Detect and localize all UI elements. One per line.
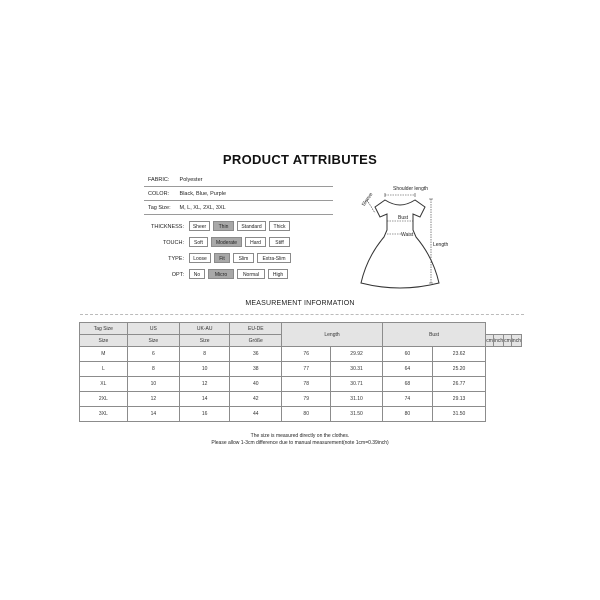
table-row	[80, 407, 522, 422]
chip-standard: Standard	[237, 221, 266, 231]
table-cell: 79	[282, 392, 331, 407]
chip-loose: Loose	[189, 253, 211, 263]
table-cell: L	[80, 362, 128, 377]
attr-value: M, L, XL, 2XL, 3XL	[179, 205, 226, 211]
table-header-row	[80, 323, 522, 335]
subheader-cell: cm	[504, 335, 512, 347]
table-body	[80, 347, 522, 422]
divider	[144, 200, 333, 201]
note-line-2: Please allow 1-3cm difference due to manual measurement(note 1cm=0.39inch)	[211, 440, 389, 446]
table-cell: 29.13	[432, 392, 485, 407]
table-cell: XL	[80, 377, 128, 392]
table-cell: 77	[282, 362, 331, 377]
table-cell: 42	[230, 392, 282, 407]
table-row	[80, 362, 522, 377]
attr-key: COLOR:	[148, 191, 170, 197]
chip-thin: Thin	[213, 221, 234, 231]
table-cell: 30.31	[331, 362, 383, 377]
chip-moderate: Moderate	[211, 237, 242, 247]
table-cell: 31.10	[331, 392, 383, 407]
chip-normal: Normal	[237, 269, 265, 279]
table-cell: 38	[230, 362, 282, 377]
table-cell: 68	[382, 377, 432, 392]
table-cell: 14	[127, 407, 179, 422]
touch-label: TOUCH:	[163, 240, 184, 246]
subheader-cell: inch	[493, 335, 503, 347]
table-cell: 26.77	[432, 377, 485, 392]
subheader-cell: Size	[179, 335, 229, 347]
table-cell: 40	[230, 377, 282, 392]
chip-stiff: Stiff	[269, 237, 290, 247]
chip-high: High	[268, 269, 288, 279]
sleeve-label: Sleeve	[360, 191, 375, 208]
table-cell: 23.62	[432, 347, 485, 362]
header-cell: Tag Size	[80, 323, 128, 335]
chip-sheer: Sheer	[189, 221, 210, 231]
table-cell: 12	[127, 392, 179, 407]
table-cell: 16	[179, 407, 229, 422]
table-cell: 76	[282, 347, 331, 362]
table-cell: 60	[382, 347, 432, 362]
chip-soft: Soft	[189, 237, 208, 247]
table-cell: 8	[127, 362, 179, 377]
table-cell: 44	[230, 407, 282, 422]
table-cell: 14	[179, 392, 229, 407]
dress-outline-icon	[361, 200, 439, 288]
note-line-1: The size is measured directly on the clothes.	[250, 433, 350, 439]
subheader-cell: Größe	[230, 335, 282, 347]
dress-diagram	[353, 183, 448, 293]
chip-no: No	[189, 269, 205, 279]
table-cell: M	[80, 347, 128, 362]
table-cell: 31.50	[331, 407, 383, 422]
opt-label: OPT:	[171, 272, 184, 278]
attr-value: Black, Blue, Purple	[179, 191, 226, 197]
table-row	[80, 377, 522, 392]
thickness-label: THICKNESS:	[150, 224, 184, 230]
attr-fabric	[148, 177, 333, 183]
table-cell: 29.92	[331, 347, 383, 362]
attr-color	[148, 191, 333, 197]
subheader-cell: cm	[486, 335, 494, 347]
waist-label: Waist	[401, 232, 414, 238]
table-row	[80, 347, 522, 362]
table-cell: 30.71	[331, 377, 383, 392]
divider	[144, 214, 333, 215]
table-cell: 78	[282, 377, 331, 392]
table-cell: 12	[179, 377, 229, 392]
table-cell: 64	[382, 362, 432, 377]
type-label: TYPE:	[168, 256, 184, 262]
table-cell: 8	[179, 347, 229, 362]
chip-hard: Hard	[245, 237, 266, 247]
table-cell: 6	[127, 347, 179, 362]
measurement-table	[79, 322, 522, 422]
attr-value: Polyester	[179, 177, 203, 183]
table-cell: 10	[127, 377, 179, 392]
header-cell: EU-DE	[230, 323, 282, 335]
header-cell: US	[127, 323, 179, 335]
page-title: PRODUCT ATTRIBUTES	[222, 152, 378, 167]
subheader-cell: inch	[511, 335, 521, 347]
table-cell: 80	[282, 407, 331, 422]
dashed-divider	[80, 314, 524, 315]
chip-fit: Fit	[214, 253, 230, 263]
table-cell: 36	[230, 347, 282, 362]
table-row	[80, 392, 522, 407]
header-cell: UK-AU	[179, 323, 229, 335]
shoulder-label: Shoulder length	[393, 186, 429, 192]
chip-micro: Micro	[208, 269, 234, 279]
subheader-cell: Size	[80, 335, 128, 347]
table-cell: 31.50	[432, 407, 485, 422]
attr-key: Tag Size:	[148, 205, 171, 211]
attr-key: FABRIC:	[148, 177, 170, 183]
table-cell: 2XL	[80, 392, 128, 407]
table-cell: 10	[179, 362, 229, 377]
table-cell: 3XL	[80, 407, 128, 422]
measurement-title: MEASUREMENT INFORMATION	[245, 300, 355, 307]
table-cell: 74	[382, 392, 432, 407]
attr-tag-size	[148, 205, 333, 211]
length-label: Length	[433, 242, 448, 248]
chip-thick: Thick	[269, 221, 290, 231]
subheader-cell: Size	[127, 335, 179, 347]
table-cell: 80	[382, 407, 432, 422]
divider	[144, 186, 333, 187]
bust-label: Bust	[398, 215, 409, 221]
chip-slim: Slim	[233, 253, 254, 263]
chip-extra-slim: Extra-Slim	[257, 253, 291, 263]
table-cell: 25.20	[432, 362, 485, 377]
header-cell: Length	[282, 323, 383, 347]
header-cell: Bust	[382, 323, 485, 347]
